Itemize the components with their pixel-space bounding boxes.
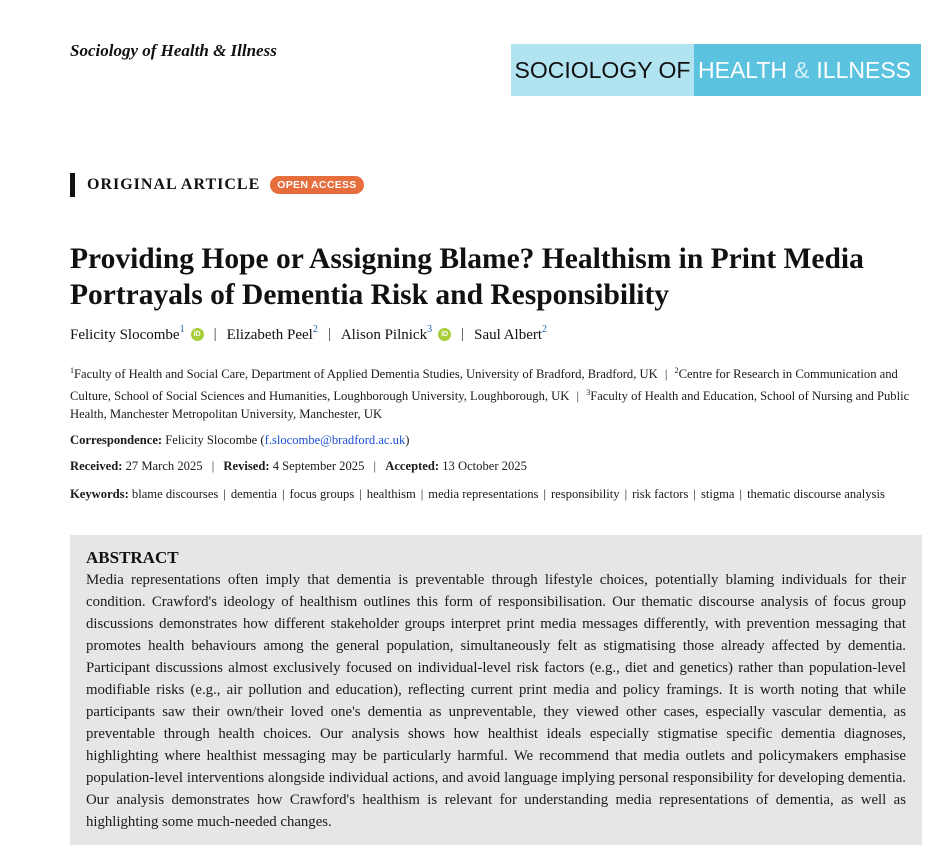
author-name[interactable]: Alison Pilnick	[340, 327, 428, 343]
affiliation-text: Centre for Research in Communication and Culture, School of Social Sciences and Humanities, Loughborough University, Loughborough, UK	[70, 367, 898, 403]
article-type-bar	[70, 173, 75, 197]
keyword-separator: |	[420, 487, 424, 501]
received-date: 27 March 2025	[125, 459, 203, 473]
author-name[interactable]: Saul Albert	[474, 327, 543, 343]
author-separator: |	[213, 326, 217, 342]
orcid-icon[interactable]: iD	[438, 328, 451, 341]
keyword: media representations	[428, 487, 539, 501]
keyword-separator: |	[739, 487, 743, 501]
keyword: blame discourses	[131, 487, 219, 501]
abstract-section	[70, 535, 922, 845]
correspondence-label: Correspondence:	[70, 433, 163, 447]
author[interactable]	[474, 325, 547, 344]
accepted-date: 13 October 2025	[442, 459, 527, 473]
keyword: healthism	[366, 487, 416, 501]
banner-right	[694, 44, 921, 96]
affiliation-text: Faculty of Health and Social Care, Department of Applied Dementia Studies, University of Bradford, Bradford, UK	[74, 367, 658, 382]
author-separator: |	[327, 326, 331, 342]
correspondence-email-link[interactable]: f.slocombe@bradford.ac.uk	[264, 433, 406, 447]
open-access-badge: OPEN ACCESS	[270, 176, 363, 194]
keywords-label: Keywords:	[70, 487, 129, 501]
article-title: Providing Hope or Assigning Blame? Healthism in Print Media Portrayals of Dementia Risk and Responsibility	[70, 243, 864, 311]
author[interactable]	[70, 325, 185, 344]
received-label: Received:	[70, 459, 123, 473]
correspondence: Correspondence: Felicity Slocombe (f.slocombe@bradford.ac.uk)	[70, 433, 410, 447]
orcid-icon[interactable]: iD	[191, 328, 204, 341]
revised-date: 4 September 2025	[272, 459, 365, 473]
author-list	[70, 325, 547, 344]
banner-ampersand: &	[794, 56, 810, 83]
keywords	[70, 485, 910, 503]
correspondence-name: Felicity Slocombe	[165, 433, 258, 447]
banner-left: SOCIOLOGY OF	[511, 44, 694, 96]
article-dates	[70, 457, 527, 475]
author-name[interactable]: Elizabeth Peel	[226, 327, 313, 343]
banner-illness: ILLNESS	[816, 56, 911, 83]
author-affiliation-sup[interactable]: 2	[312, 324, 318, 335]
keyword: risk factors	[632, 487, 689, 501]
author-affiliation-sup[interactable]: 3	[427, 324, 433, 335]
keyword-separator: |	[223, 487, 226, 501]
author[interactable]	[341, 325, 432, 344]
keyword-separator: |	[359, 487, 362, 501]
author[interactable]	[227, 325, 318, 344]
keyword-separator: |	[693, 487, 696, 501]
journal-name: Sociology of Health & Illness	[70, 41, 277, 60]
abstract-heading: ABSTRACT	[86, 548, 179, 567]
revised-label: Revised:	[223, 459, 270, 473]
article-type-label: ORIGINAL ARTICLE	[87, 176, 261, 193]
affiliations	[70, 362, 910, 424]
keyword: focus groups	[289, 487, 355, 501]
keyword: responsibility	[550, 487, 620, 501]
banner-health: HEALTH	[698, 56, 788, 83]
affiliation-sup: 2	[674, 366, 679, 375]
keyword: dementia	[230, 487, 278, 501]
keyword: stigma	[700, 487, 735, 501]
article-type	[70, 173, 364, 197]
keyword-separator: |	[543, 487, 546, 501]
journal-banner-logo	[511, 44, 921, 96]
date-separator: |	[211, 459, 215, 473]
keyword-separator: |	[282, 487, 285, 501]
affiliation-separator: |	[576, 388, 580, 403]
keyword: thematic discourse analysis	[747, 487, 885, 501]
accepted-label: Accepted:	[385, 459, 440, 473]
author-affiliation-sup[interactable]: 2	[542, 324, 548, 335]
affiliation-sup: 3	[586, 387, 591, 397]
keyword-separator: |	[624, 487, 628, 501]
keyword-list	[132, 487, 885, 501]
affiliation-separator: |	[664, 367, 668, 382]
author-affiliation-sup[interactable]: 1	[179, 324, 185, 335]
author-name[interactable]: Felicity Slocombe	[70, 327, 180, 343]
affiliation-text: Faculty of Health and Education, School of Nursing and Public Health, Manchester Metropolitan University, Manchester, UK	[70, 388, 910, 422]
affiliation-sup: 1	[70, 366, 74, 375]
date-separator: |	[373, 459, 377, 473]
author-separator: |	[461, 326, 465, 342]
abstract-text: Media representations often imply that dementia is preventable through lifestyle choices, potentially blaming individuals for their condition. Crawford's ideology of healthism outlines this form of responsibilisation. Our thematic discourse analysis of focus group discussions demonstrates how different stakeholder groups interpret print media messages differently, with prevention messaging that promotes health behaviours among the general population, simultaneously felt as stigmatising those already affected by dementia. Participant discussions almost exclusively focused on individual-level risk factors (e.g., diet and genetics) rather than population-level modifiable risks (e.g., air pollution and education), reflecting current print media and policy framings. It is worth noting that while participants saw their own/their loved one's dementia as unpreventable, they viewed other cases, especially vascular dementia, as preventable through health choices. Our analysis shows how healthist ideals especially stigmatise specific dementia diagnoses, highlighting where healthist messaging may be particularly harmful. We recommend that media outlets and policymakers emphasise population-level interventions alongside individual actions, and avoid language implying personal responsibility for developing dementia. Our analysis demonstrates how Crawford's healthism is relevant for understanding media representations of dementia, as well as highlighting some much-needed changes.	[86, 572, 906, 830]
